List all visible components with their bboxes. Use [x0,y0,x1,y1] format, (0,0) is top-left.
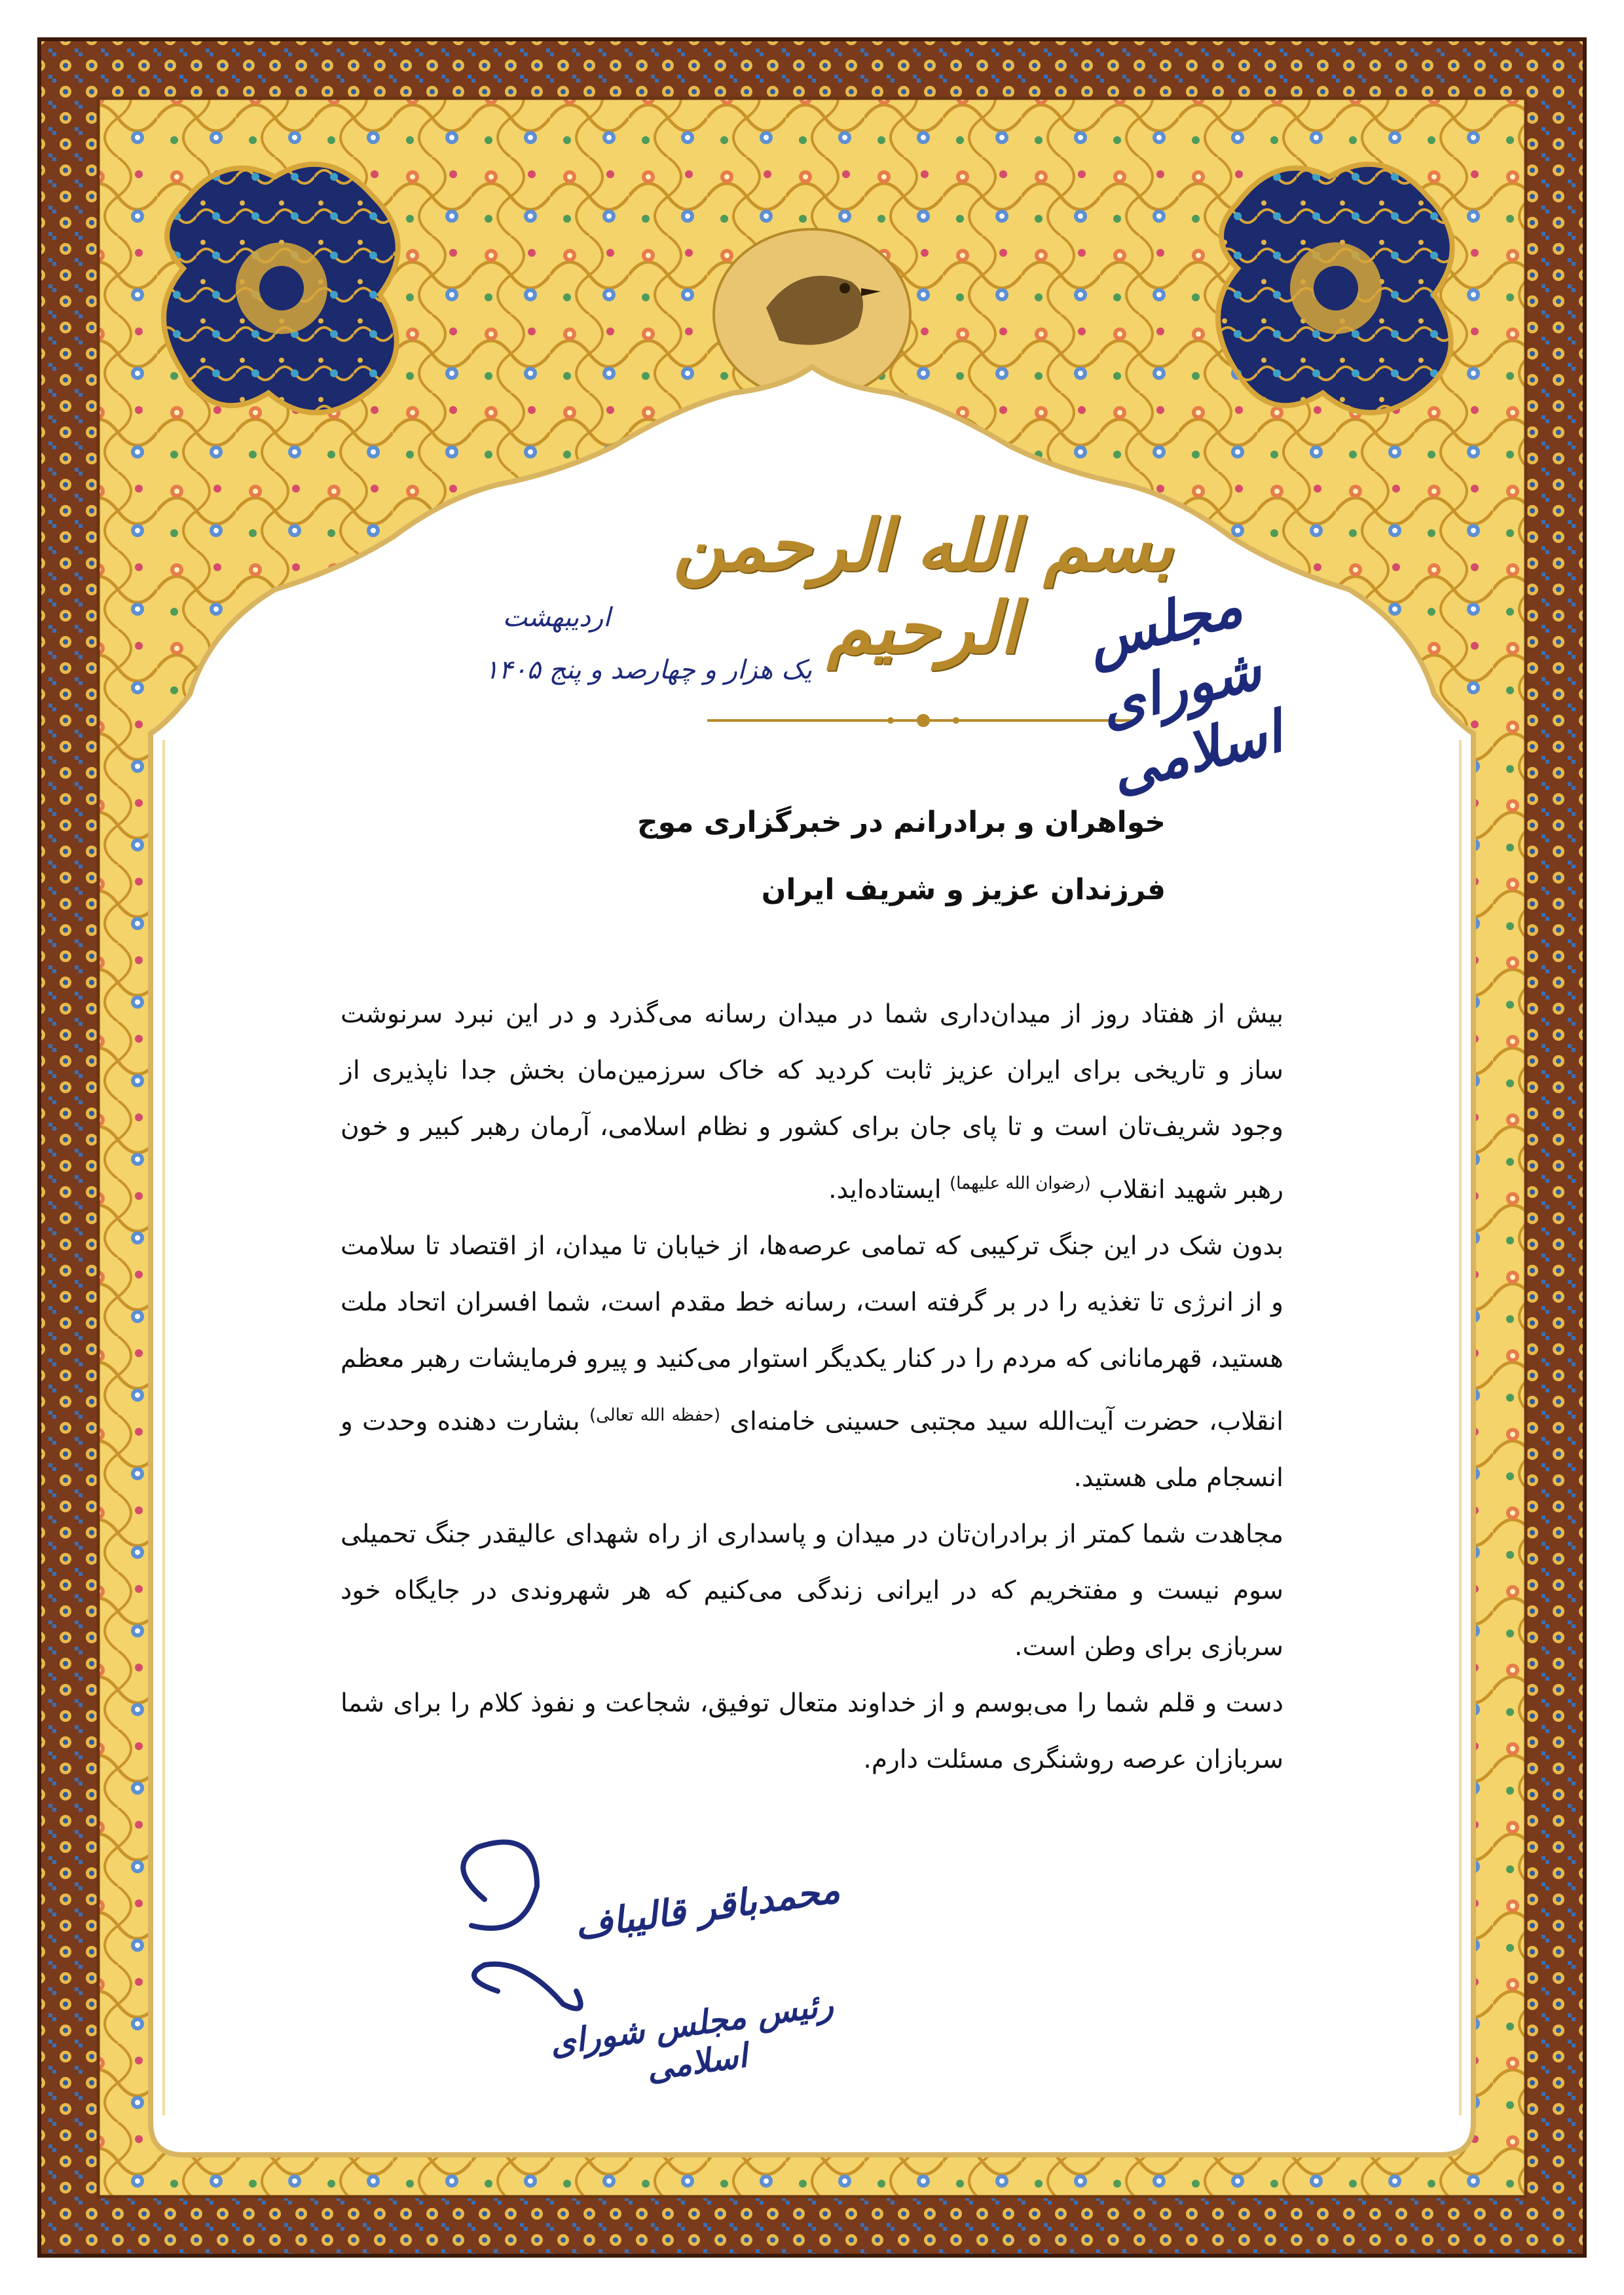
medallion-right [1218,164,1452,413]
medallion-left [164,164,398,413]
majlis-logo: مجلس شورای اسلامی [1080,572,1289,806]
signature-title: رئیس مجلس شورای اسلامی [547,1985,836,2089]
paragraph-4: دست و قلم شما را می‌بوسم و از خداوند متعال توفیق، شجاعت و نفوذ کلام را برای شما سربازان عرصه روشنگری مسئلت دارم. [341,1688,1283,1774]
paragraph-1-end: ایستاده‌اید. [828,1174,942,1204]
date-text: یک هزار و چهارصد و پنج ۱۴۰۵ [484,655,813,685]
signature-name: محمدباقر قالیباف [572,1867,843,1949]
paragraph-1 [341,986,1283,1218]
paragraph-2-note: (حفظه الله تعالی) [589,1405,721,1425]
greeting-line-1: خواهران و برادرانم در خبرگزاری موج [637,806,1166,839]
paragraph-2 [341,1218,1283,1506]
date-month: اردیبهشت [502,603,611,633]
paragraph-2-end: بشارت دهنده وحدت و انسجام ملی هستید. [341,1406,1283,1493]
paragraph-3: مجاهدت شما کمتر از برادران‌تان در میدان و پاسداری از راه شهدای عالیقدر جنگ تحمیلی سوم نیست و مفتخریم که در ایرانی زندگی می‌کنیم که هر شهروندی در جایگاه خود سربازی برای وطن است. [341,1519,1283,1662]
paragraph-2-main: بدون شک در این جنگ ترکیبی که تمامی عرصه‌ها، از خیابان تا میدان، از اقتصاد تا سلامت و از انرژی تا تغذیه را در بر گرفته است، رسانه خط مقدم است، شما افسران اتحاد ملت هستید، قهرمانانی که مردم را در کنار یکدیگر استوار می‌کنید و پیرو فرمایشات رهبر معظم انقلاب، حضرت آیت‌الله سید مجتبی حسینی خامنه‌ای [340,1231,1283,1436]
greeting-line-2: فرزندان عزیز و شریف ایران [761,872,1166,906]
letter-body [341,806,1283,1919]
bismillah-calligraphy: بسم الله الرحمن الرحیم [673,504,1173,669]
paragraph-1-main: بیش از هفتاد روز از میدان‌داری شما در میدان رسانه می‌گذرد و در این نبرد سرنوشت ساز و تاریخی برای ایران عزیز ثابت کردید که خاک سرزمین‌مان بخش جدا ناپذیری از وجود شریف‌تان است و تا پای جان برای کشور و نظام اسلامی، آرمان رهبر کبیر و خون رهبر شهید انقلاب [341,999,1283,1204]
paragraph-1-note: (رضوان الله علیهما) [950,1173,1091,1193]
